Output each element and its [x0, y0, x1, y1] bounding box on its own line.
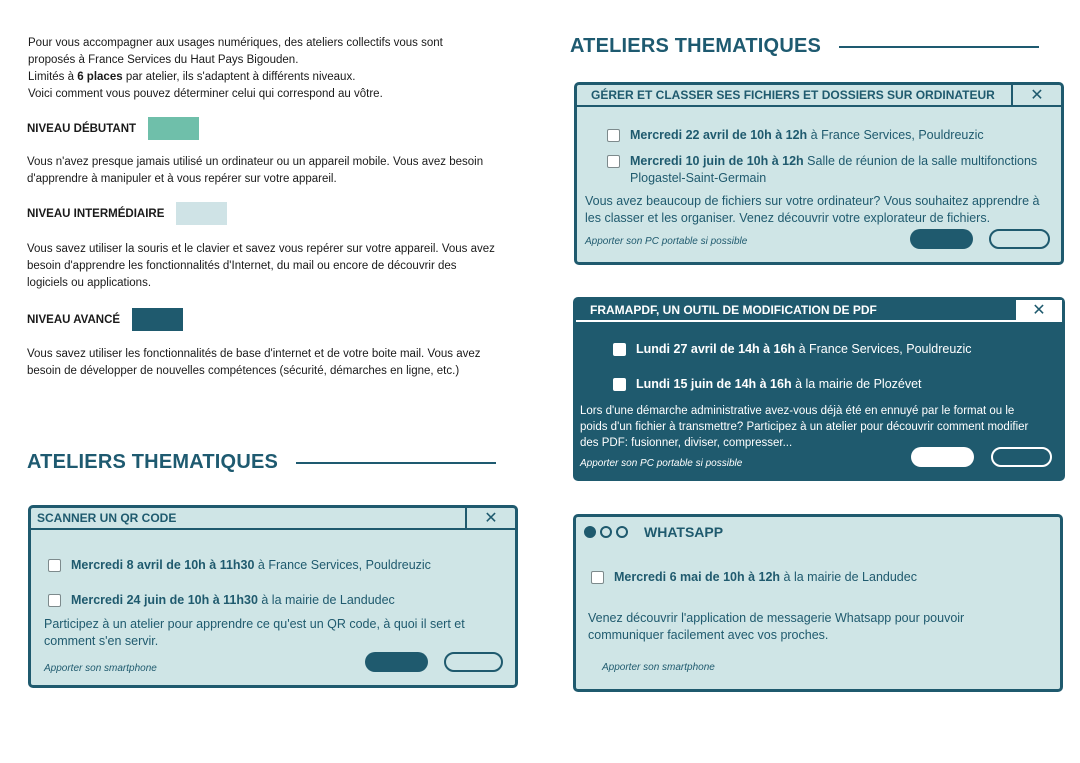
- section-heading-left: [27, 451, 496, 474]
- session-text: [636, 376, 922, 393]
- session-place: à la mairie de Landudec: [257, 593, 395, 607]
- level-beginner-title: [27, 117, 199, 140]
- checkbox[interactable]: [607, 155, 620, 168]
- session-place: Salle de réunion de la salle multifonctions Plogastel-Saint-Germain: [630, 154, 1038, 185]
- checkbox[interactable]: [607, 129, 620, 142]
- session-item[interactable]: [48, 557, 431, 574]
- secondary-button[interactable]: [444, 652, 503, 672]
- checkbox[interactable]: [48, 559, 61, 572]
- section-title: ATELIERS THEMATIQUES: [570, 35, 822, 57]
- secondary-button[interactable]: [991, 447, 1052, 467]
- intro-line: [28, 69, 508, 86]
- session-place: à la mairie de Plozévet: [791, 377, 922, 391]
- level-beginner-swatch: [148, 117, 199, 140]
- level-advanced-text: Vous savez utiliser les fonctionnalités de base d'internet et de votre boite mail. Vous avez besoin de développer de nouvelles compétences (sécurité, démarches en ligne, etc.): [27, 348, 481, 377]
- intro-line: Pour vous accompagner aux usages numériques, des ateliers collectifs vous sont: [28, 37, 443, 49]
- card-title: GÉRER ET CLASSER SES FICHIERS ET DOSSIERS SUR ORDINATEUR: [591, 88, 995, 102]
- workshop-card-files: [574, 82, 1064, 265]
- session-text: [630, 153, 1052, 187]
- card-title: FRAMAPDF, UN OUTIL DE MODIFICATION DE PDF: [590, 303, 877, 317]
- session-item[interactable]: [613, 376, 922, 393]
- checkbox[interactable]: [591, 571, 604, 584]
- checkbox[interactable]: [613, 378, 626, 391]
- card-title: SCANNER UN QR CODE: [37, 511, 177, 525]
- session-date: Lundi 15 juin de 14h à 16h: [636, 377, 792, 391]
- intro-text: [28, 35, 508, 103]
- session-place: à France Services, Pouldreuzic: [254, 558, 431, 572]
- workshop-card-whatsapp: [573, 514, 1063, 692]
- session-place: à la mairie de Landudec: [780, 570, 917, 584]
- dot-icon: [616, 526, 628, 538]
- places-count: 6 places: [77, 71, 123, 83]
- checkbox[interactable]: [613, 343, 626, 356]
- session-text: [636, 341, 972, 358]
- session-item[interactable]: [591, 569, 917, 586]
- level-intermediate-title: [27, 202, 227, 225]
- level-label: NIVEAU AVANCÉ: [27, 313, 121, 326]
- close-icon[interactable]: ✕: [1014, 300, 1062, 320]
- intro-line: Voici comment vous pouvez déterminer celui qui correspond au vôtre.: [28, 88, 383, 100]
- workshop-card-framapdf: [573, 297, 1065, 481]
- intro-text-part: Limités à: [28, 71, 78, 83]
- session-text: [614, 569, 917, 586]
- level-beginner-text: Vous n'avez presque jamais utilisé un ordinateur ou un appareil mobile. Vous avez besoin d'apprendre à manipuler et à vous repérer sur votre appareil.: [27, 156, 484, 185]
- session-text: [71, 592, 395, 609]
- secondary-button[interactable]: [989, 229, 1050, 249]
- session-date: Mercredi 10 juin de 10h à 12h: [630, 154, 804, 168]
- session-item[interactable]: [607, 127, 984, 144]
- card-note: Apporter son PC portable si possible: [580, 458, 743, 469]
- card-description: Participez à un atelier pour apprendre ce qu'est un QR code, à quoi il sert et comment s'en servir.: [44, 617, 465, 648]
- dot-icon: [600, 526, 612, 538]
- session-item[interactable]: [607, 153, 1052, 187]
- heading-rule: [839, 46, 1039, 48]
- card-header: [576, 300, 1062, 322]
- session-place: à France Services, Pouldreuzic: [795, 342, 972, 356]
- window-dots-icon: [584, 526, 628, 538]
- intro-line: proposés à France Services du Haut Pays Bigouden.: [28, 54, 299, 66]
- heading-rule: [296, 462, 496, 464]
- session-date: Mercredi 6 mai de 10h à 12h: [614, 570, 781, 584]
- session-date: Lundi 27 avril de 14h à 16h: [636, 342, 796, 356]
- primary-button[interactable]: [365, 652, 428, 672]
- session-item[interactable]: [48, 592, 395, 609]
- level-label: NIVEAU INTERMÉDIAIRE: [27, 207, 165, 220]
- card-description: Lors d'une démarche administrative avez-vous déjà été en ennuyé par le format ou le poids d'un fichier à transmettre? Participez à un atelier pour découvrir comment modifier des PDF: fusionner, diviser, compresser...: [580, 405, 1029, 449]
- session-date: Mercredi 24 juin de 10h à 11h30: [71, 593, 258, 607]
- card-title-row: [576, 517, 1060, 547]
- level-intermediate-text: Vous savez utiliser la souris et le clavier et savez vous repérer sur votre appareil. Vous avez besoin d'apprendre les fonctionnalités d'Internet, du mail ou encore de découvrir des logiciels ou applications.: [27, 243, 495, 289]
- intro-text-part: par atelier, ils s'adaptent à différents niveaux.: [122, 71, 356, 83]
- card-description: Venez découvrir l'application de messagerie Whatsapp pour pouvoir communiquer facilement avec vos proches.: [588, 611, 965, 642]
- session-text: [71, 557, 431, 574]
- close-icon[interactable]: ✕: [465, 508, 515, 528]
- card-note: Apporter son smartphone: [602, 662, 715, 673]
- close-icon[interactable]: ✕: [1011, 85, 1061, 105]
- level-intermediate-swatch: [176, 202, 227, 225]
- session-date: Mercredi 22 avril de 10h à 12h: [630, 128, 808, 142]
- workshop-card-qr-code: [28, 505, 518, 688]
- card-title: WHATSAPP: [644, 524, 724, 540]
- primary-button[interactable]: [911, 447, 974, 467]
- session-text: [630, 127, 984, 144]
- session-item[interactable]: [613, 341, 972, 358]
- checkbox[interactable]: [48, 594, 61, 607]
- level-label: NIVEAU DÉBUTANT: [27, 122, 137, 135]
- card-header: [31, 508, 515, 530]
- section-heading-right: [570, 35, 1039, 58]
- card-header: [577, 85, 1061, 107]
- session-date: Mercredi 8 avril de 10h à 11h30: [71, 558, 255, 572]
- section-title: ATELIERS THEMATIQUES: [27, 451, 279, 473]
- session-place: à France Services, Pouldreuzic: [807, 128, 984, 142]
- level-advanced-title: [27, 308, 183, 331]
- card-description: Vous avez beaucoup de fichiers sur votre ordinateur? Vous souhaitez apprendre à les classer et les organiser. Venez découvrir votre explorateur de fichiers.: [585, 194, 1040, 225]
- card-note: Apporter son PC portable si possible: [585, 236, 748, 247]
- card-header: [576, 517, 1060, 547]
- level-advanced-swatch: [132, 308, 183, 331]
- card-note: Apporter son smartphone: [44, 663, 157, 674]
- dot-icon: [584, 526, 596, 538]
- primary-button[interactable]: [910, 229, 973, 249]
